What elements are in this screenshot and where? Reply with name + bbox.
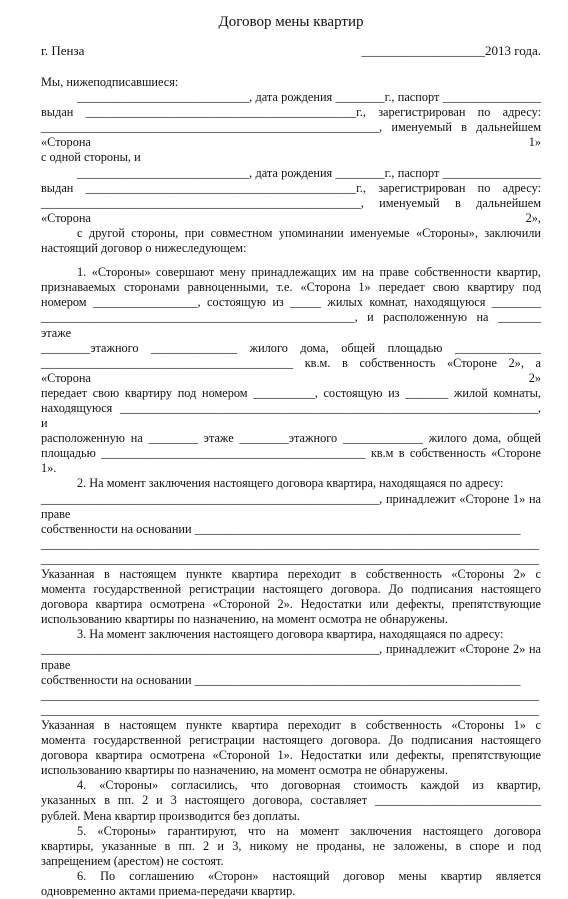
contract-line: договора квартира осмотрена «Стороной 2». Недостатки или дефекты, препятствующие — [41, 597, 541, 612]
contract-line: использованию квартиры по назначению, на момент осмотра не обнаружены. — [41, 763, 448, 778]
contract-line: 3. На момент заключения настоящего договора квартира, находящаяся по адресу: — [77, 627, 504, 642]
contract-body — [41, 75, 541, 899]
contract-line: _________________________________________________________________________________ — [41, 687, 540, 702]
contract-line: выдан ____________________________________________г., зарегистрирован по адресу: — [41, 180, 541, 195]
contract-line: указанных в пп. 2 и 3 настоящего договора, составляет ___________________________ — [41, 793, 541, 808]
contract-line: 6. По соглашению «Сторон» настоящий договор мены квартир является — [77, 868, 541, 883]
document-title: Договор мены квартир — [218, 14, 364, 30]
contract-line: момента государственной регистрации настоящего договора. До подписания настоящего — [41, 733, 541, 748]
contract-line: собственности на основании _____________________________________________________ — [41, 521, 521, 536]
contract-line: ___________________________________________________, и расположенную на _______ этаже — [41, 310, 541, 340]
contract-line: запрещением (арестом) не состоят. — [41, 853, 224, 868]
contract-line: Указанная в настоящем пункте квартира переходит в собственность «Стороны 2» с — [41, 567, 541, 581]
contract-line: передает свою квартиру под номером __________, состоящую из _______ жилой комнаты, — [41, 385, 541, 400]
contract-line: расположенную на ________ этаже ________этажного _____________ жилого дома, общей — [41, 431, 541, 446]
contract-line: рублей. Мена квартир производится без доплаты. — [41, 808, 300, 823]
contract-line: момента государственной регистрации настоящего договора. До подписания настоящего — [41, 582, 541, 597]
city: г. Пенза — [41, 43, 85, 58]
contract-line: 2. На момент заключения настоящего договора квартира, находящаяся по адресу: — [77, 476, 504, 491]
contract-line: площадью ___________________________________________ кв.м в собственность «Стороне 1». — [41, 446, 541, 476]
contract-date: ___________________2013 года. — [361, 43, 541, 58]
contract-line: 4. «Стороны» согласились, что договорная стоимость каждой из квартир, — [77, 778, 541, 793]
contract-page — [41, 14, 541, 899]
contract-line: квартиры, указанные в пп. 2 и 3, никому не проданы, не заложены, в споре и под — [41, 838, 541, 853]
contract-line: настоящий договор о нижеследующем: — [41, 241, 247, 256]
contract-line: с одной стороны, и — [41, 150, 141, 165]
contract-line: одновременно актами приема-передачи квартир. — [41, 883, 296, 898]
contract-line: номером _________________, состоящую из _____ жилых комнат, находящуюся ________ — [41, 295, 541, 310]
contract-line: находящуюся ____________________________________________________________________, и — [41, 400, 541, 431]
contract-line: _________________________________________________________________________________ — [41, 536, 540, 551]
contract-line: выдан ____________________________________________г., зарегистрирован по адресу: — [41, 105, 541, 120]
contract-line: договора квартира осмотрена «Стороной 1». Недостатки или дефекты, препятствующие — [41, 748, 541, 763]
contract-line: собственности на основании _____________________________________________________ — [41, 672, 521, 687]
contract-line: 5. «Стороны» гарантируют, что на момент заключения настоящего договора — [77, 823, 541, 838]
contract-line: признаваемых сторонами равноценными, т.е. «Сторона 1» передает свою квартиру под — [41, 280, 541, 295]
contract-line: _______________________________________________________, именуемый в дальнейшем «Сторона 1» — [41, 120, 541, 150]
place-date-line — [41, 43, 541, 59]
contract-line: с другой стороны, при совместном упоминании именуемые «Стороны», заключили — [77, 225, 541, 240]
contract-line: 1. «Стороны» совершают мену принадлежащих им на праве собственности квартир, — [77, 265, 541, 280]
contract-line: _________________________________________ кв.м. в собственность «Стороне 2», а «Сторона 2» — [41, 355, 541, 385]
contract-line: использованию квартиры по назначению, на момент осмотра не обнаружены. — [41, 612, 448, 627]
contract-line: _______________________________________________________, принадлежит «Стороне 1» на праве — [41, 491, 541, 521]
contract-line: _______________________________________________________, принадлежит «Стороне 2» на праве — [41, 642, 541, 672]
contract-line: _________________________________________________________________________________ — [41, 702, 540, 717]
contract-line: ____________________________________________________, именуемый в дальнейшем «Сторона 2», — [41, 195, 541, 225]
contract-line: _________________________________________________________________________________ — [41, 551, 540, 566]
contract-line: Мы, нижеподписавшиеся: — [41, 75, 179, 89]
contract-line: ____________________________, дата рождения ________г., паспорт ________________ — [77, 90, 541, 105]
contract-line: Указанная в настоящем пункте квартира переходит в собственность «Стороны 1» с — [41, 717, 541, 732]
contract-line: ________этажного ______________ жилого дома, общей площадью ______________ — [41, 340, 541, 355]
contract-line: ____________________________, дата рождения ________г., паспорт ________________ — [77, 165, 541, 180]
